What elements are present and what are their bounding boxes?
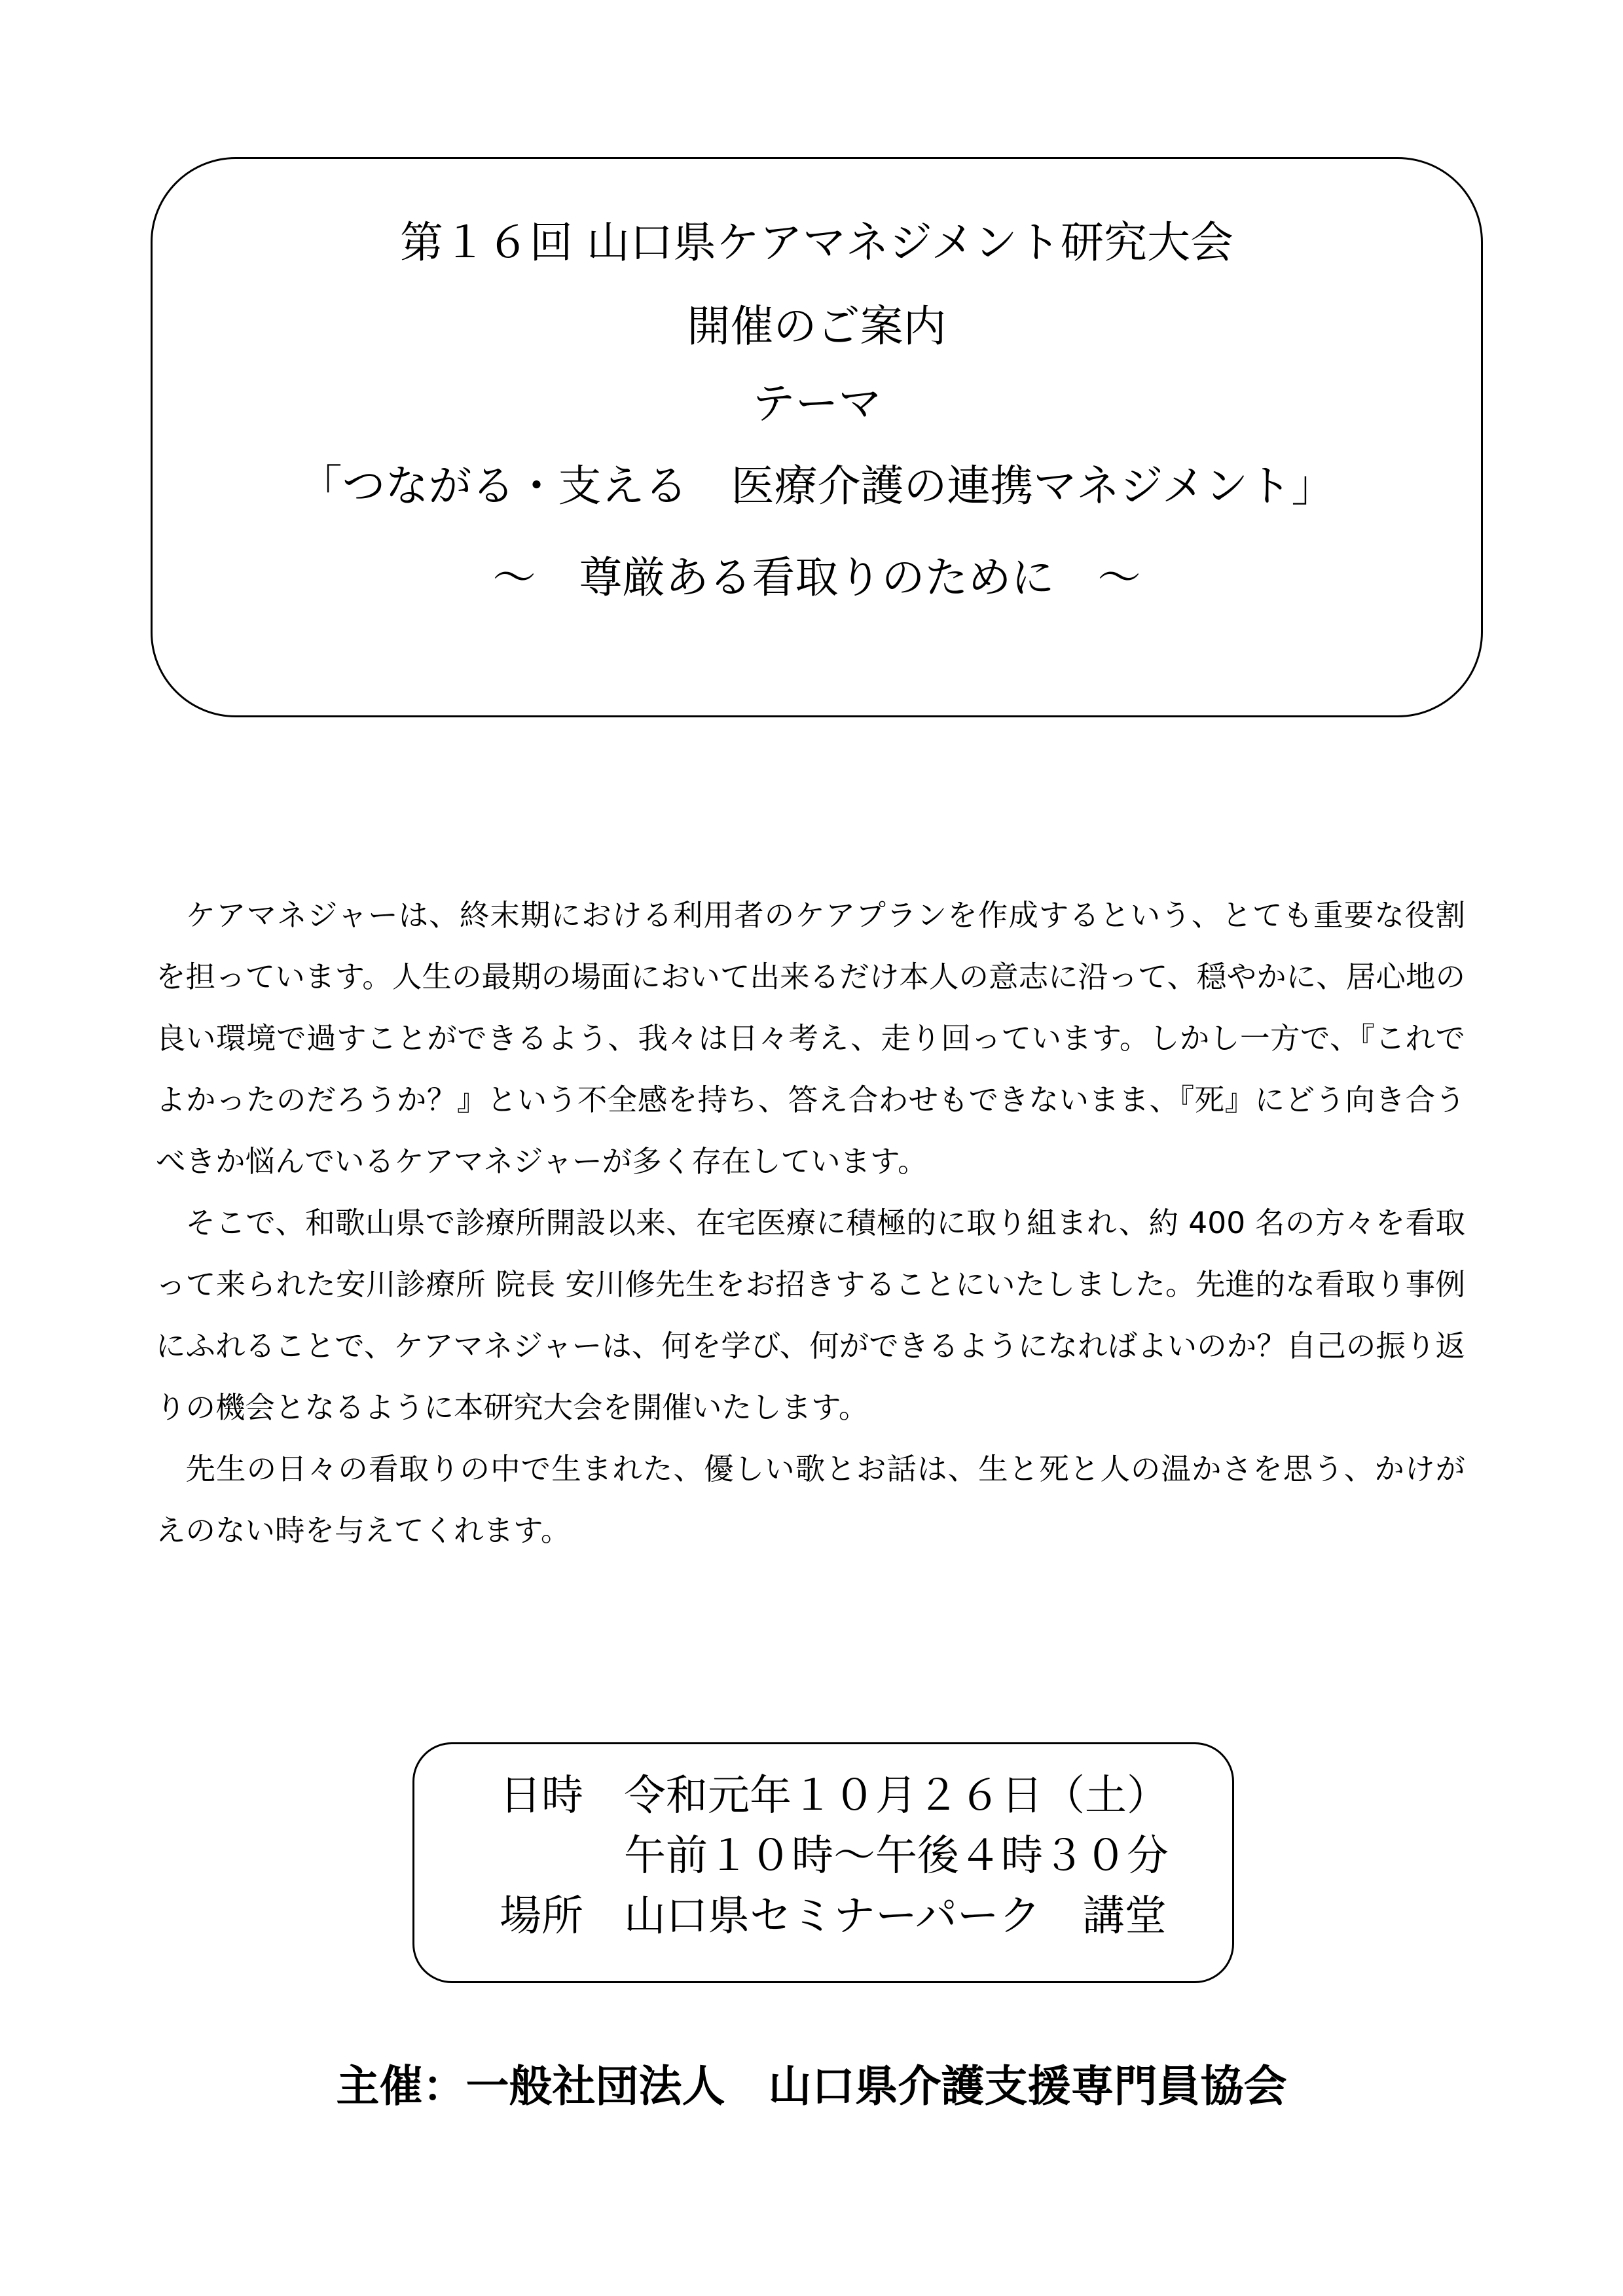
theme-heading: テーマ (752, 378, 882, 429)
organizer: 主催：一般社団法人 山口県介護支援専門員協会 (336, 2061, 1287, 2111)
event-info-box (412, 1742, 1234, 1983)
place-label: 場所 (500, 1892, 583, 1941)
intro-paragraph-2: そこで、和歌山県で診療所開設以来、在宅医療に積極的に取り組まれ、約 400 名の方々を看取って来られた安川診療所 院長 安川修先生をお招きすることにいたしました。先進的な看取り事例にふれることで、ケアマネジャーは、何を学び、何ができるようになればよいのか？自己の振り返りの機会となるように本研究大会を開催いたします。 (156, 1206, 1465, 1425)
event-subtitle: 開催のご案内 (687, 301, 947, 351)
place-value: 山口県セミナーパーク 講堂 (624, 1892, 1167, 1941)
date-label: 日時 (500, 1772, 583, 1820)
intro-text (156, 885, 1465, 1562)
time-value: 午前１０時～午後４時３０分 (624, 1832, 1169, 1880)
date-value: 令和元年１０月２６日（土） (624, 1772, 1169, 1820)
theme-subtext: ～ 尊厳ある看取りのために ～ (492, 552, 1141, 603)
theme-text: 「つながる・支える 医療介護の連携マネジメント」 (299, 461, 1335, 511)
event-title: 第１６回 山口県ケアマネジメント研究大会 (400, 217, 1233, 268)
intro-paragraph-3: 先生の日々の看取りの中で生まれた、優しい歌とお話は、生と死と人の温かさを思う、かけがえのない時を与えてくれます。 (156, 1452, 1465, 1548)
title-box (151, 157, 1483, 717)
intro-paragraph-1: ケアマネジャーは、終末期における利用者のケアプランを作成するという、とても重要な役割を担っています。人生の最期の場面において出来るだけ本人の意志に沿って、穏やかに、居心地の良い環境で過すことができるよう、我々は日々考え、走り回っています。しかし一方で、『これでよかったのだろうか？』という不全感を持ち、答え合わせもできないまま、『死』にどう向き合うべきか悩んでいるケアマネジャーが多く存在しています。 (156, 898, 1465, 1179)
